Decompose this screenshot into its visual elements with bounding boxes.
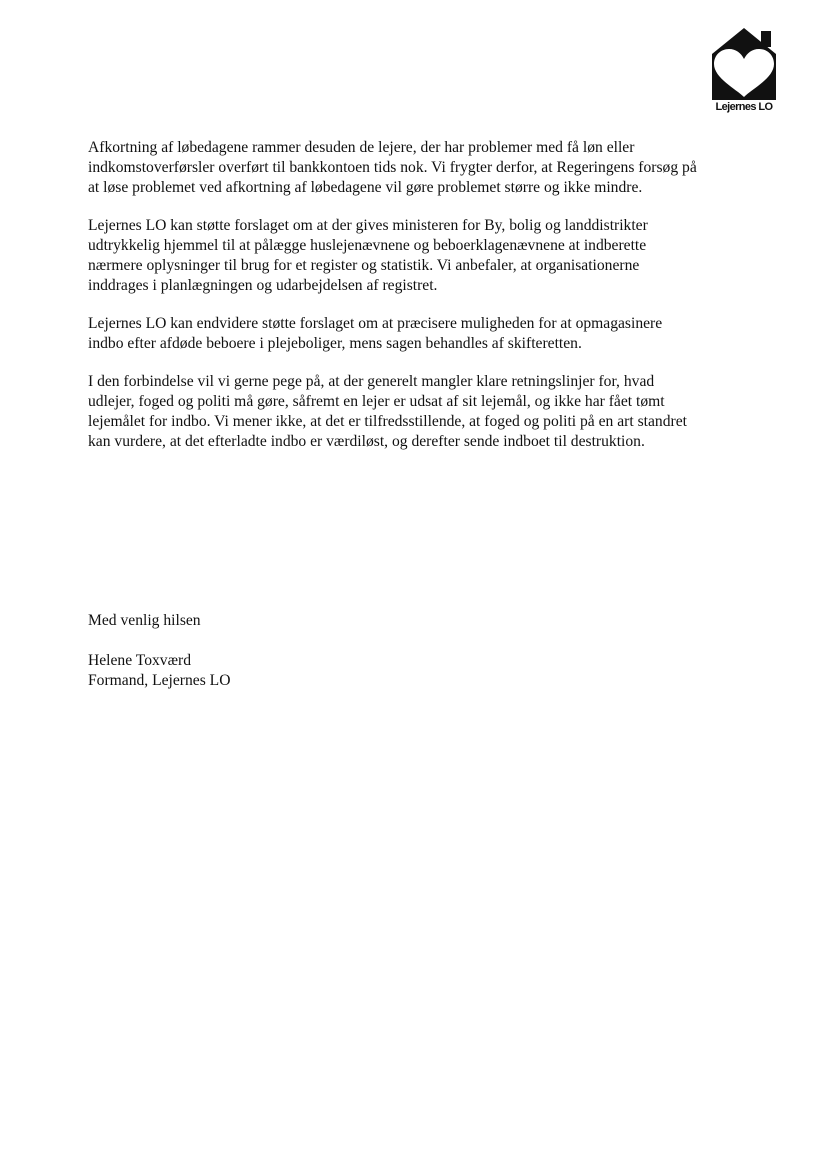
- signature-block: [88, 651, 488, 691]
- house-heart-icon: [710, 26, 778, 102]
- signer-name: Helene Toxværd: [88, 652, 191, 669]
- logo-wordmark: Lejernes LO: [715, 101, 773, 113]
- closing-greeting: Med venlig hilsen: [88, 612, 201, 629]
- paragraph-4: I den forbindelse vil vi gerne pege på, at der generelt mangler klare retningslinjer for, hvad udlejer, foged og politi må gøre, såfremt en lejer er udsat af sit lejemål, og ikke har fået tømt lejemålet for indbo. Vi mener ikke, at det er tilfredsstillende, at foged og politi på en art standret kan vurdere, at det efterladte indbo er værdiløst, og derefter sende indboet til destruktion.: [88, 373, 687, 450]
- paragraph-2: Lejernes LO kan støtte forslaget om at der gives ministeren for By, bolig og landdistrikter udtrykkelig hjemmel til at pålægge huslejenævnene og beboerklagenævnene at indberette nærmere oplysninger til brug for et register og statistik. Vi anbefaler, at organisationerne inddrages i planlægningen og udarbejdelsen af registret.: [88, 217, 648, 294]
- organization-logo: [710, 26, 778, 118]
- signer-title: Formand, Lejernes LO: [88, 672, 231, 689]
- letter-closing: [88, 611, 488, 711]
- paragraph-1: Afkortning af løbedagene rammer desuden de lejere, der har problemer med få løn eller indkomstoverførsler overført til bankkontoen tids nok. Vi frygter derfor, at Regeringens forsøg på at løse problemet ved afkortning af løbedagene vil gøre problemet større og ikke mindre.: [88, 139, 697, 196]
- paragraph-3: Lejernes LO kan endvidere støtte forslaget om at præcisere muligheden for at opmagasinere indbo efter afdøde beboere i plejeboliger, mens sagen behandles af skifteretten.: [88, 315, 663, 352]
- letter-body: [88, 138, 700, 470]
